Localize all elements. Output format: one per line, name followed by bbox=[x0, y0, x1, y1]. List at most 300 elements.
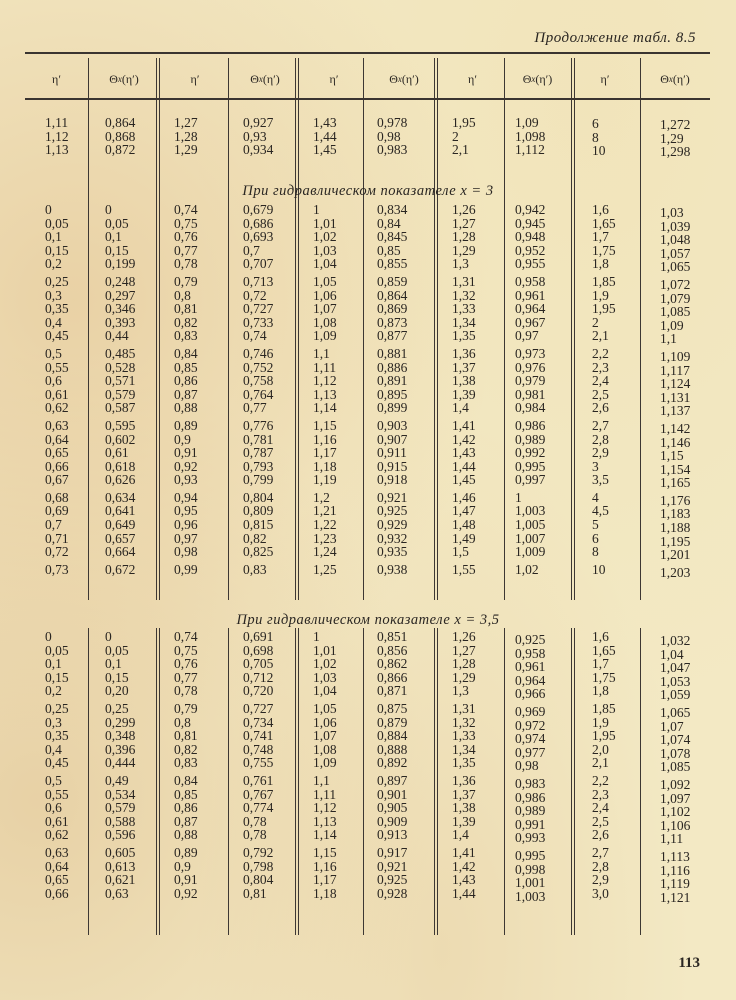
header-theta bbox=[640, 58, 710, 100]
eta-column bbox=[313, 630, 337, 900]
table-cell: 0,792 bbox=[243, 844, 274, 860]
table-cell: 0,98 bbox=[377, 128, 401, 144]
eta-column bbox=[45, 630, 69, 900]
table-cell: 0,955 bbox=[515, 256, 546, 272]
table-cell: 0,720 bbox=[243, 683, 274, 699]
table-cell: 0,71 bbox=[45, 530, 69, 546]
table-cell: 0,621 bbox=[105, 872, 136, 888]
header-theta-symbol: Θ bbox=[660, 71, 669, 86]
column-divider bbox=[156, 200, 160, 600]
table-cell: 1,085 bbox=[660, 759, 691, 775]
header-theta-arg: (η′) bbox=[672, 71, 690, 86]
table-cell: 0,969 bbox=[515, 703, 546, 719]
table-cell: 0,934 bbox=[243, 142, 274, 158]
table-cell: 1,5 bbox=[452, 544, 469, 560]
table-cell: 0,67 bbox=[45, 472, 69, 488]
table-cell: 0,98 bbox=[174, 544, 198, 560]
table-cell: 0,686 bbox=[243, 215, 274, 231]
table-cell: 1,007 bbox=[515, 530, 546, 546]
table-cell: 0,921 bbox=[377, 489, 408, 505]
table-cell: 1,48 bbox=[452, 517, 476, 533]
table-cell: 0,579 bbox=[105, 800, 136, 816]
table-cell: 0,86 bbox=[174, 800, 198, 816]
eta-column bbox=[452, 203, 476, 576]
table-cell: 0,995 bbox=[515, 458, 546, 474]
table-cell: 0,605 bbox=[105, 844, 136, 860]
table-cell: 0 bbox=[105, 202, 112, 217]
table-cell: 0,9 bbox=[174, 858, 191, 874]
table-cell: 1,44 bbox=[313, 128, 337, 144]
table-cell: 0,348 bbox=[105, 728, 136, 744]
table-cell: 0,96 bbox=[174, 517, 198, 533]
table-cell: 0,93 bbox=[243, 128, 267, 144]
table-cell: 1,04 bbox=[660, 646, 684, 662]
column-divider bbox=[295, 200, 299, 600]
table-cell: 2,1 bbox=[592, 328, 609, 344]
table-cell: 1,02 bbox=[515, 561, 539, 577]
table-cell: 0,393 bbox=[105, 314, 136, 330]
table-cell: 2,2 bbox=[592, 772, 609, 788]
table-cell: 0,905 bbox=[377, 800, 408, 816]
table-cell: 0,78 bbox=[174, 683, 198, 699]
column-divider bbox=[640, 200, 641, 600]
table-cell: 1,9 bbox=[592, 287, 609, 303]
table-cell: 0,83 bbox=[243, 561, 267, 577]
table-cell: 0,973 bbox=[515, 345, 546, 361]
table-cell: 1,092 bbox=[660, 776, 691, 792]
table-cell: 0,74 bbox=[174, 629, 198, 644]
table-cell: 1,11 bbox=[313, 786, 337, 802]
table-cell: 0,649 bbox=[105, 517, 136, 533]
table-cell: 0,63 bbox=[45, 417, 69, 433]
table-cell: 1,37 bbox=[452, 786, 476, 802]
table-cell: 1,75 bbox=[592, 669, 616, 685]
theta-column bbox=[243, 203, 273, 576]
table-cell: 0,2 bbox=[45, 683, 62, 699]
table-cell: 1,142 bbox=[660, 420, 691, 436]
table-cell: 1,34 bbox=[452, 314, 476, 330]
table-cell: 0,69 bbox=[45, 503, 69, 519]
table-cell: 0,712 bbox=[243, 669, 274, 685]
table-cell: 0,76 bbox=[174, 656, 198, 672]
table-cell: 2 bbox=[452, 128, 459, 144]
table-cell: 1,95 bbox=[592, 301, 616, 317]
table-cell: 8 bbox=[592, 129, 599, 145]
table-cell: 1,119 bbox=[660, 876, 690, 892]
table-cell: 0,299 bbox=[105, 714, 136, 730]
theta-column bbox=[660, 118, 690, 159]
table-cell: 1,14 bbox=[313, 400, 337, 416]
table-cell: 0,89 bbox=[174, 417, 198, 433]
table-cell: 0,881 bbox=[377, 345, 408, 361]
table-cell: 0,94 bbox=[174, 489, 198, 505]
header-theta-subscript: x bbox=[397, 74, 402, 84]
table-cell: 1,005 bbox=[515, 517, 546, 533]
theta-column bbox=[515, 203, 545, 576]
theta-column bbox=[105, 630, 135, 900]
table-cell: 0,752 bbox=[243, 359, 274, 375]
table-cell: 1,95 bbox=[592, 728, 616, 744]
table-cell: 0,961 bbox=[515, 287, 546, 303]
table-cell: 1,15 bbox=[660, 448, 684, 464]
table-cell: 1,03 bbox=[660, 205, 684, 220]
table-cell: 1,25 bbox=[313, 561, 337, 577]
eta-column bbox=[452, 630, 476, 900]
table-cell: 0,886 bbox=[377, 359, 408, 375]
table-cell: 1,17 bbox=[313, 445, 337, 461]
table-cell: 2,9 bbox=[592, 872, 609, 888]
theta-column bbox=[377, 203, 407, 576]
column-divider bbox=[434, 200, 438, 600]
table-cell: 0,679 bbox=[243, 202, 274, 217]
table-cell: 1,1 bbox=[313, 345, 330, 361]
table-cell: 2,7 bbox=[592, 844, 609, 860]
table-cell: 1,09 bbox=[515, 115, 539, 130]
table-cell: 1,28 bbox=[452, 656, 476, 672]
table-cell: 1,08 bbox=[313, 741, 337, 757]
column-divider bbox=[228, 628, 229, 935]
table-cell: 0,626 bbox=[105, 472, 136, 488]
table-cell: 1,7 bbox=[592, 229, 609, 245]
table-cell: 0,82 bbox=[174, 314, 198, 330]
table-cell: 1,188 bbox=[660, 520, 691, 536]
table-cell: 0,1 bbox=[45, 656, 62, 672]
table-cell: 1,298 bbox=[660, 144, 691, 160]
table-cell: 0,862 bbox=[377, 656, 408, 672]
table-cell: 0,856 bbox=[377, 642, 408, 658]
table-cell: 1,047 bbox=[660, 660, 691, 676]
table-cell: 0,983 bbox=[515, 775, 546, 791]
table-cell: 0,248 bbox=[105, 273, 136, 289]
table-cell: 0,1 bbox=[105, 656, 122, 672]
table-cell: 0,72 bbox=[45, 544, 69, 560]
header-theta-symbol: Θ bbox=[389, 71, 398, 86]
table-cell: 1,272 bbox=[660, 117, 691, 132]
table-cell: 1,08 bbox=[313, 314, 337, 330]
table-cell: 0,932 bbox=[377, 530, 408, 546]
table-cell: 0,45 bbox=[45, 328, 69, 344]
column-divider bbox=[504, 200, 505, 600]
column-divider bbox=[363, 628, 364, 935]
table-cell: 0,693 bbox=[243, 229, 274, 245]
table-cell: 0,15 bbox=[45, 669, 69, 685]
table-cell: 1,34 bbox=[452, 741, 476, 757]
table-cell: 0,903 bbox=[377, 417, 408, 433]
table-cell: 1,02 bbox=[313, 656, 337, 672]
eta-column bbox=[174, 203, 198, 576]
table-cell: 1,12 bbox=[313, 800, 337, 816]
table-cell: 0,4 bbox=[45, 314, 62, 330]
table-cell: 0,64 bbox=[45, 858, 69, 874]
table-cell: 0,05 bbox=[45, 642, 69, 658]
table-cell: 1,102 bbox=[660, 804, 691, 820]
table-cell: 1,07 bbox=[660, 718, 684, 734]
table-cell: 1,072 bbox=[660, 276, 691, 292]
table-cell: 2,1 bbox=[592, 755, 609, 771]
table-cell: 1,07 bbox=[313, 728, 337, 744]
table-cell: 1,09 bbox=[313, 755, 337, 771]
table-cell: 2,8 bbox=[592, 431, 609, 447]
header-theta bbox=[230, 58, 300, 100]
eta-column bbox=[592, 117, 606, 158]
table-cell: 1,29 bbox=[174, 142, 198, 158]
table-cell: 0,991 bbox=[515, 816, 546, 832]
table-cell: 2,6 bbox=[592, 400, 609, 416]
table-cell: 0,77 bbox=[243, 400, 267, 416]
table-cell: 1,001 bbox=[515, 875, 546, 891]
table-cell: 0,989 bbox=[515, 803, 546, 819]
table-cell: 1,09 bbox=[660, 317, 684, 333]
table-cell: 1,079 bbox=[660, 290, 691, 306]
theta-column bbox=[377, 116, 407, 157]
table-cell: 1,36 bbox=[452, 772, 476, 788]
table-cell: 0,95 bbox=[174, 503, 198, 519]
table-cell: 0,5 bbox=[45, 772, 62, 788]
table-cell: 0,825 bbox=[243, 544, 274, 560]
table-cell: 0,9 bbox=[174, 431, 191, 447]
table-cell: 1,003 bbox=[515, 503, 546, 519]
table-cell: 1,9 bbox=[592, 714, 609, 730]
eta-column bbox=[174, 630, 198, 900]
table-cell: 0,88 bbox=[174, 400, 198, 416]
table-cell: 0,972 bbox=[515, 717, 546, 733]
theta-column bbox=[660, 206, 690, 579]
table-cell: 1,45 bbox=[452, 472, 476, 488]
header-eta-label: η′ bbox=[52, 71, 61, 86]
header-theta-symbol: Θ bbox=[522, 71, 532, 86]
table-cell: 1,11 bbox=[660, 831, 684, 847]
table-cell: 0,579 bbox=[105, 386, 136, 402]
table-cell: 0,992 bbox=[515, 445, 546, 461]
table-cell: 0,787 bbox=[243, 445, 274, 461]
table-cell: 0,75 bbox=[174, 215, 198, 231]
page-number: 113 bbox=[678, 955, 700, 971]
table-cell: 0,444 bbox=[105, 755, 136, 771]
theta-column bbox=[105, 203, 135, 576]
table-cell: 1,2 bbox=[313, 489, 330, 505]
table-cell: 0,938 bbox=[377, 561, 408, 577]
table-cell: 0,88 bbox=[174, 827, 198, 843]
column-divider bbox=[571, 628, 575, 935]
table-cell: 1,16 bbox=[313, 431, 337, 447]
table-cell: 1,27 bbox=[174, 115, 198, 130]
table-cell: 0,911 bbox=[377, 445, 407, 461]
table-cell: 1,23 bbox=[313, 530, 337, 546]
table-cell: 1,05 bbox=[313, 273, 337, 289]
table-cell: 0,891 bbox=[377, 373, 408, 389]
table-cell: 0,35 bbox=[45, 301, 69, 317]
table-cell: 1,065 bbox=[660, 704, 691, 720]
table-cell: 1,44 bbox=[452, 885, 476, 901]
table-cell: 10 bbox=[592, 561, 606, 577]
table-cell: 0,748 bbox=[243, 741, 274, 757]
table-cell: 0,761 bbox=[243, 772, 274, 788]
table-cell: 1,11 bbox=[45, 115, 69, 130]
table-cell: 1,46 bbox=[452, 489, 476, 505]
table-cell: 0,942 bbox=[515, 202, 546, 217]
table-cell: 0,986 bbox=[515, 417, 546, 433]
table-cell: 1,04 bbox=[313, 256, 337, 272]
table-cell: 0,78 bbox=[243, 813, 267, 829]
table-cell: 0,641 bbox=[105, 503, 136, 519]
table-cell: 0,77 bbox=[174, 669, 198, 685]
table-cell: 0,4 bbox=[45, 741, 62, 757]
column-divider bbox=[363, 58, 364, 98]
table-cell: 0,981 bbox=[515, 386, 546, 402]
table-cell: 0,977 bbox=[515, 744, 546, 760]
table-cell: 1,03 bbox=[313, 669, 337, 685]
header-eta-label: η′ bbox=[600, 71, 610, 86]
table-cell: 0,485 bbox=[105, 345, 136, 361]
table-cell: 0,596 bbox=[105, 827, 136, 843]
table-cell: 0,917 bbox=[377, 844, 408, 860]
column-divider bbox=[571, 58, 575, 98]
table-cell: 1,41 bbox=[452, 417, 476, 433]
table-cell: 0,61 bbox=[45, 813, 69, 829]
table-cell: 1,203 bbox=[660, 564, 691, 580]
table-cell: 1,12 bbox=[313, 373, 337, 389]
table-cell: 3,0 bbox=[592, 885, 609, 901]
table-cell: 1,01 bbox=[313, 215, 337, 231]
table-cell: 0,44 bbox=[105, 328, 129, 344]
table-cell: 1,048 bbox=[660, 232, 691, 248]
table-cell: 1,44 bbox=[452, 458, 476, 474]
table-cell: 1,42 bbox=[452, 858, 476, 874]
table-cell: 1,057 bbox=[660, 245, 691, 261]
table-cell: 1,18 bbox=[313, 885, 337, 901]
table-cell: 0,602 bbox=[105, 431, 136, 447]
header-theta-subscript: x bbox=[531, 74, 536, 84]
table-cell: 0,86 bbox=[174, 373, 198, 389]
table-cell: 0,79 bbox=[174, 273, 198, 289]
table-cell: 1,201 bbox=[660, 547, 691, 563]
table-cell: 1,26 bbox=[452, 202, 476, 217]
table-cell: 0,82 bbox=[174, 741, 198, 757]
table-cell: 1,55 bbox=[452, 561, 476, 577]
header-eta bbox=[440, 58, 505, 100]
table-cell: 0,45 bbox=[45, 755, 69, 771]
column-divider bbox=[504, 58, 505, 98]
table-cell: 4,5 bbox=[592, 503, 609, 519]
table-cell: 0,396 bbox=[105, 741, 136, 757]
table-cell: 2 bbox=[592, 314, 599, 330]
table-cell: 1,18 bbox=[313, 458, 337, 474]
table-cell: 0,776 bbox=[243, 417, 274, 433]
table-cell: 1,32 bbox=[452, 714, 476, 730]
table-cell: 0,6 bbox=[45, 800, 62, 816]
table-cell: 10 bbox=[592, 143, 606, 159]
header-eta bbox=[160, 58, 230, 100]
table-cell: 0,66 bbox=[45, 458, 69, 474]
table-cell: 1,49 bbox=[452, 530, 476, 546]
table-cell: 0,49 bbox=[105, 772, 129, 788]
table-cell: 1,13 bbox=[45, 142, 69, 158]
table-cell: 0,948 bbox=[515, 229, 546, 245]
table-cell: 0,65 bbox=[45, 872, 69, 888]
table-cell: 1,154 bbox=[660, 461, 691, 477]
table-cell: 0,79 bbox=[174, 700, 198, 716]
table-cell: 0,84 bbox=[174, 345, 198, 361]
table-cell: 0,872 bbox=[105, 142, 136, 158]
column-divider bbox=[571, 200, 575, 600]
table-cell: 1,109 bbox=[660, 348, 691, 364]
table-cell: 1,098 bbox=[515, 128, 546, 144]
table-cell: 0,15 bbox=[105, 669, 129, 685]
table-cell: 1,13 bbox=[313, 386, 337, 402]
table-cell: 0,97 bbox=[515, 328, 539, 344]
table-cell: 1,074 bbox=[660, 732, 691, 748]
table-cell: 1,078 bbox=[660, 745, 691, 761]
table-cell: 0,713 bbox=[243, 273, 274, 289]
table-cell: 1,117 bbox=[660, 362, 690, 378]
table-cell: 0,15 bbox=[45, 242, 69, 258]
table-cell: 1,195 bbox=[660, 533, 691, 549]
table-cell: 1,33 bbox=[452, 301, 476, 317]
table-cell: 0,85 bbox=[174, 359, 198, 375]
column-divider bbox=[228, 200, 229, 600]
table-cell: 0,81 bbox=[174, 728, 198, 744]
eta-column bbox=[313, 203, 337, 576]
table-cell: 0,55 bbox=[45, 359, 69, 375]
table-cell: 0,587 bbox=[105, 400, 136, 416]
column-divider bbox=[640, 628, 641, 935]
table-cell: 1,43 bbox=[313, 115, 337, 130]
table-cell: 0,74 bbox=[174, 202, 198, 217]
table-cell: 0,64 bbox=[45, 431, 69, 447]
table-cell: 0,571 bbox=[105, 373, 136, 389]
table-cell: 1,4 bbox=[452, 827, 469, 843]
table-cell: 1,42 bbox=[452, 431, 476, 447]
table-cell: 0,727 bbox=[243, 700, 274, 716]
column-divider bbox=[434, 628, 438, 935]
table-cell: 0,851 bbox=[377, 629, 408, 644]
table-cell: 0,755 bbox=[243, 755, 274, 771]
table-cell: 0,884 bbox=[377, 728, 408, 744]
table-cell: 1,13 bbox=[313, 813, 337, 829]
table-cell: 1,131 bbox=[660, 389, 691, 405]
table-cell: 0,7 bbox=[45, 517, 62, 533]
table-cell: 0,91 bbox=[174, 872, 198, 888]
table-cell: 1,65 bbox=[592, 642, 616, 658]
table-cell: 1,39 bbox=[452, 386, 476, 402]
header-eta bbox=[25, 58, 88, 100]
table-cell: 0,595 bbox=[105, 417, 136, 433]
table-cell: 0,859 bbox=[377, 273, 408, 289]
table-cell: 1,22 bbox=[313, 517, 337, 533]
table-cell: 0,899 bbox=[377, 400, 408, 416]
table-cell: 0,74 bbox=[243, 328, 267, 344]
table-cell: 1,6 bbox=[592, 629, 609, 644]
table-cell: 1,38 bbox=[452, 800, 476, 816]
table-cell: 1,35 bbox=[452, 755, 476, 771]
table-cell: 0,63 bbox=[45, 844, 69, 860]
table-cell: 2,2 bbox=[592, 345, 609, 361]
table-cell: 0,974 bbox=[515, 731, 546, 747]
column-divider bbox=[640, 58, 641, 98]
table-cell: 1,6 bbox=[592, 202, 609, 217]
header-eta-label: η′ bbox=[190, 71, 200, 86]
eta-column bbox=[45, 203, 69, 576]
header-eta bbox=[570, 58, 640, 100]
table-cell: 0,845 bbox=[377, 229, 408, 245]
table-cell: 0,84 bbox=[174, 772, 198, 788]
table-cell: 0,927 bbox=[243, 115, 274, 130]
table-cell: 0,672 bbox=[105, 561, 136, 577]
table-cell: 0,952 bbox=[515, 242, 546, 258]
table-cell: 0,05 bbox=[45, 215, 69, 231]
table-cell: 0,998 bbox=[515, 861, 546, 877]
table-cell: 0,657 bbox=[105, 530, 136, 546]
